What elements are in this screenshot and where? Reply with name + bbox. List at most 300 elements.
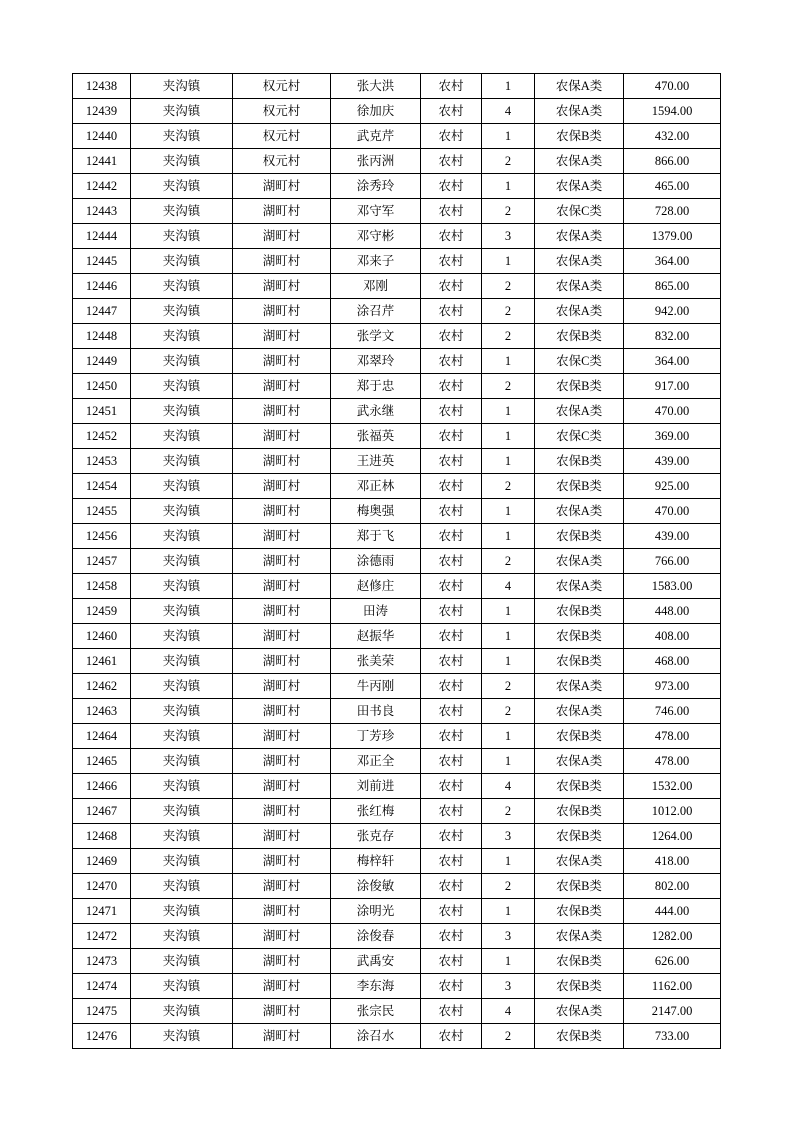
cell-count: 1 — [482, 749, 535, 774]
cell-name: 张丙洲 — [331, 149, 421, 174]
cell-village: 湖町村 — [233, 649, 331, 674]
cell-village: 湖町村 — [233, 624, 331, 649]
cell-amount: 369.00 — [624, 424, 721, 449]
cell-category: 农保B类 — [535, 649, 624, 674]
cell-category: 农保A类 — [535, 574, 624, 599]
cell-category: 农保B类 — [535, 774, 624, 799]
cell-amount: 925.00 — [624, 474, 721, 499]
cell-village: 湖町村 — [233, 249, 331, 274]
cell-amount: 408.00 — [624, 624, 721, 649]
cell-name: 李东海 — [331, 974, 421, 999]
cell-residence: 农村 — [421, 274, 482, 299]
cell-category: 农保B类 — [535, 374, 624, 399]
cell-town: 夹沟镇 — [131, 474, 233, 499]
cell-village: 湖町村 — [233, 749, 331, 774]
table-row — [73, 624, 721, 649]
cell-id: 12470 — [73, 874, 131, 899]
cell-id: 12473 — [73, 949, 131, 974]
cell-count: 1 — [482, 624, 535, 649]
cell-id: 12456 — [73, 524, 131, 549]
cell-amount: 626.00 — [624, 949, 721, 974]
cell-town: 夹沟镇 — [131, 524, 233, 549]
cell-category: 农保B类 — [535, 324, 624, 349]
cell-category: 农保B类 — [535, 874, 624, 899]
cell-town: 夹沟镇 — [131, 624, 233, 649]
cell-town: 夹沟镇 — [131, 1024, 233, 1049]
cell-name: 涂明光 — [331, 899, 421, 924]
cell-residence: 农村 — [421, 824, 482, 849]
cell-category: 农保A类 — [535, 849, 624, 874]
cell-id: 12468 — [73, 824, 131, 849]
cell-count: 2 — [482, 674, 535, 699]
table-row — [73, 849, 721, 874]
cell-category: 农保A类 — [535, 299, 624, 324]
table-row — [73, 824, 721, 849]
cell-category: 农保A类 — [535, 99, 624, 124]
cell-id: 12472 — [73, 924, 131, 949]
cell-category: 农保B类 — [535, 799, 624, 824]
table-row — [73, 649, 721, 674]
table-row — [73, 574, 721, 599]
cell-town: 夹沟镇 — [131, 849, 233, 874]
cell-residence: 农村 — [421, 299, 482, 324]
cell-name: 赵修庄 — [331, 574, 421, 599]
cell-count: 1 — [482, 649, 535, 674]
table-row — [73, 899, 721, 924]
cell-residence: 农村 — [421, 374, 482, 399]
table-row — [73, 399, 721, 424]
cell-id: 12459 — [73, 599, 131, 624]
cell-town: 夹沟镇 — [131, 974, 233, 999]
cell-id: 12438 — [73, 74, 131, 99]
cell-village: 湖町村 — [233, 474, 331, 499]
cell-id: 12454 — [73, 474, 131, 499]
cell-amount: 448.00 — [624, 599, 721, 624]
cell-category: 农保B类 — [535, 624, 624, 649]
table-row — [73, 674, 721, 699]
table-row — [73, 949, 721, 974]
cell-id: 12453 — [73, 449, 131, 474]
cell-village: 湖町村 — [233, 424, 331, 449]
cell-town: 夹沟镇 — [131, 549, 233, 574]
cell-town: 夹沟镇 — [131, 874, 233, 899]
cell-count: 2 — [482, 274, 535, 299]
cell-amount: 942.00 — [624, 299, 721, 324]
table-row — [73, 249, 721, 274]
cell-count: 2 — [482, 299, 535, 324]
cell-name: 邓来子 — [331, 249, 421, 274]
cell-town: 夹沟镇 — [131, 674, 233, 699]
cell-residence: 农村 — [421, 924, 482, 949]
cell-count: 2 — [482, 799, 535, 824]
cell-village: 湖町村 — [233, 699, 331, 724]
cell-category: 农保B类 — [535, 449, 624, 474]
cell-name: 田书良 — [331, 699, 421, 724]
cell-category: 农保B类 — [535, 974, 624, 999]
cell-amount: 973.00 — [624, 674, 721, 699]
cell-amount: 866.00 — [624, 149, 721, 174]
cell-amount: 766.00 — [624, 549, 721, 574]
cell-amount: 2147.00 — [624, 999, 721, 1024]
cell-town: 夹沟镇 — [131, 574, 233, 599]
cell-residence: 农村 — [421, 474, 482, 499]
cell-name: 张宗民 — [331, 999, 421, 1024]
cell-count: 3 — [482, 974, 535, 999]
cell-town: 夹沟镇 — [131, 399, 233, 424]
cell-name: 涂俊春 — [331, 924, 421, 949]
cell-name: 张红梅 — [331, 799, 421, 824]
cell-residence: 农村 — [421, 449, 482, 474]
table-row — [73, 774, 721, 799]
cell-town: 夹沟镇 — [131, 699, 233, 724]
cell-id: 12443 — [73, 199, 131, 224]
cell-category: 农保C类 — [535, 424, 624, 449]
cell-village: 湖町村 — [233, 574, 331, 599]
cell-name: 徐加庆 — [331, 99, 421, 124]
cell-category: 农保B类 — [535, 474, 624, 499]
cell-amount: 746.00 — [624, 699, 721, 724]
cell-town: 夹沟镇 — [131, 824, 233, 849]
cell-residence: 农村 — [421, 74, 482, 99]
cell-town: 夹沟镇 — [131, 224, 233, 249]
cell-category: 农保C类 — [535, 199, 624, 224]
cell-amount: 439.00 — [624, 449, 721, 474]
table-row — [73, 874, 721, 899]
table-row — [73, 1024, 721, 1049]
cell-amount: 1162.00 — [624, 974, 721, 999]
table-row — [73, 599, 721, 624]
cell-category: 农保A类 — [535, 174, 624, 199]
cell-village: 湖町村 — [233, 399, 331, 424]
cell-count: 1 — [482, 499, 535, 524]
cell-count: 3 — [482, 924, 535, 949]
cell-name: 刘前进 — [331, 774, 421, 799]
cell-id: 12469 — [73, 849, 131, 874]
table-row — [73, 199, 721, 224]
cell-amount: 478.00 — [624, 724, 721, 749]
cell-residence: 农村 — [421, 249, 482, 274]
cell-amount: 439.00 — [624, 524, 721, 549]
table-row — [73, 799, 721, 824]
cell-count: 1 — [482, 424, 535, 449]
cell-residence: 农村 — [421, 224, 482, 249]
records-table-body — [73, 74, 721, 1049]
cell-village: 湖町村 — [233, 724, 331, 749]
cell-amount: 444.00 — [624, 899, 721, 924]
cell-residence: 农村 — [421, 99, 482, 124]
cell-residence: 农村 — [421, 774, 482, 799]
cell-name: 邓守彬 — [331, 224, 421, 249]
cell-residence: 农村 — [421, 124, 482, 149]
cell-residence: 农村 — [421, 949, 482, 974]
table-row — [73, 349, 721, 374]
cell-amount: 1583.00 — [624, 574, 721, 599]
cell-count: 2 — [482, 374, 535, 399]
cell-count: 1 — [482, 724, 535, 749]
cell-name: 郑于忠 — [331, 374, 421, 399]
table-row — [73, 924, 721, 949]
cell-category: 农保A类 — [535, 74, 624, 99]
cell-id: 12444 — [73, 224, 131, 249]
cell-amount: 470.00 — [624, 499, 721, 524]
cell-town: 夹沟镇 — [131, 449, 233, 474]
cell-residence: 农村 — [421, 599, 482, 624]
cell-amount: 1532.00 — [624, 774, 721, 799]
table-row — [73, 699, 721, 724]
cell-amount: 468.00 — [624, 649, 721, 674]
cell-id: 12471 — [73, 899, 131, 924]
table-row — [73, 149, 721, 174]
cell-id: 12465 — [73, 749, 131, 774]
cell-town: 夹沟镇 — [131, 724, 233, 749]
cell-name: 张学文 — [331, 324, 421, 349]
cell-town: 夹沟镇 — [131, 149, 233, 174]
cell-name: 涂俊敏 — [331, 874, 421, 899]
table-row — [73, 499, 721, 524]
cell-category: 农保B类 — [535, 824, 624, 849]
cell-id: 12450 — [73, 374, 131, 399]
cell-town: 夹沟镇 — [131, 324, 233, 349]
cell-residence: 农村 — [421, 349, 482, 374]
cell-town: 夹沟镇 — [131, 124, 233, 149]
cell-count: 1 — [482, 449, 535, 474]
cell-category: 农保B类 — [535, 899, 624, 924]
cell-category: 农保A类 — [535, 249, 624, 274]
cell-count: 2 — [482, 199, 535, 224]
cell-residence: 农村 — [421, 549, 482, 574]
cell-residence: 农村 — [421, 499, 482, 524]
cell-amount: 364.00 — [624, 349, 721, 374]
cell-name: 武禹安 — [331, 949, 421, 974]
cell-name: 张大洪 — [331, 74, 421, 99]
cell-village: 湖町村 — [233, 924, 331, 949]
table-row — [73, 174, 721, 199]
cell-residence: 农村 — [421, 1024, 482, 1049]
cell-category: 农保A类 — [535, 549, 624, 574]
cell-village: 权元村 — [233, 149, 331, 174]
cell-count: 1 — [482, 349, 535, 374]
cell-name: 涂召芹 — [331, 299, 421, 324]
cell-village: 湖町村 — [233, 974, 331, 999]
cell-residence: 农村 — [421, 849, 482, 874]
cell-count: 1 — [482, 174, 535, 199]
records-table — [72, 73, 721, 1049]
cell-village: 湖町村 — [233, 949, 331, 974]
cell-residence: 农村 — [421, 749, 482, 774]
cell-name: 张福英 — [331, 424, 421, 449]
cell-id: 12466 — [73, 774, 131, 799]
cell-count: 2 — [482, 699, 535, 724]
cell-id: 12455 — [73, 499, 131, 524]
cell-id: 12460 — [73, 624, 131, 649]
cell-village: 湖町村 — [233, 349, 331, 374]
cell-amount: 1282.00 — [624, 924, 721, 949]
cell-amount: 418.00 — [624, 849, 721, 874]
cell-category: 农保A类 — [535, 274, 624, 299]
cell-residence: 农村 — [421, 974, 482, 999]
cell-amount: 1012.00 — [624, 799, 721, 824]
cell-residence: 农村 — [421, 874, 482, 899]
cell-category: 农保A类 — [535, 699, 624, 724]
cell-residence: 农村 — [421, 424, 482, 449]
cell-village: 湖町村 — [233, 999, 331, 1024]
cell-count: 1 — [482, 899, 535, 924]
cell-count: 3 — [482, 224, 535, 249]
cell-town: 夹沟镇 — [131, 799, 233, 824]
cell-count: 4 — [482, 999, 535, 1024]
cell-count: 1 — [482, 524, 535, 549]
table-row — [73, 299, 721, 324]
cell-category: 农保A类 — [535, 924, 624, 949]
cell-count: 2 — [482, 549, 535, 574]
cell-id: 12463 — [73, 699, 131, 724]
cell-name: 涂德雨 — [331, 549, 421, 574]
cell-amount: 832.00 — [624, 324, 721, 349]
table-row — [73, 724, 721, 749]
cell-amount: 1264.00 — [624, 824, 721, 849]
cell-amount: 728.00 — [624, 199, 721, 224]
table-row — [73, 549, 721, 574]
cell-count: 2 — [482, 324, 535, 349]
cell-amount: 1379.00 — [624, 224, 721, 249]
cell-town: 夹沟镇 — [131, 99, 233, 124]
cell-town: 夹沟镇 — [131, 249, 233, 274]
cell-town: 夹沟镇 — [131, 924, 233, 949]
cell-village: 湖町村 — [233, 324, 331, 349]
cell-amount: 802.00 — [624, 874, 721, 899]
cell-count: 2 — [482, 474, 535, 499]
cell-residence: 农村 — [421, 899, 482, 924]
cell-town: 夹沟镇 — [131, 649, 233, 674]
cell-town: 夹沟镇 — [131, 424, 233, 449]
cell-residence: 农村 — [421, 999, 482, 1024]
cell-id: 12441 — [73, 149, 131, 174]
cell-count: 4 — [482, 774, 535, 799]
cell-category: 农保A类 — [535, 674, 624, 699]
cell-count: 2 — [482, 1024, 535, 1049]
cell-town: 夹沟镇 — [131, 949, 233, 974]
cell-category: 农保A类 — [535, 499, 624, 524]
cell-category: 农保A类 — [535, 749, 624, 774]
cell-name: 涂召水 — [331, 1024, 421, 1049]
cell-amount: 364.00 — [624, 249, 721, 274]
cell-village: 湖町村 — [233, 224, 331, 249]
cell-residence: 农村 — [421, 724, 482, 749]
cell-residence: 农村 — [421, 324, 482, 349]
cell-count: 1 — [482, 949, 535, 974]
cell-category: 农保A类 — [535, 999, 624, 1024]
cell-amount: 865.00 — [624, 274, 721, 299]
cell-category: 农保A类 — [535, 224, 624, 249]
table-row — [73, 749, 721, 774]
table-row — [73, 974, 721, 999]
cell-name: 牛丙刚 — [331, 674, 421, 699]
cell-id: 12446 — [73, 274, 131, 299]
cell-id: 12448 — [73, 324, 131, 349]
cell-residence: 农村 — [421, 199, 482, 224]
cell-name: 武永继 — [331, 399, 421, 424]
cell-town: 夹沟镇 — [131, 274, 233, 299]
cell-name: 张美荣 — [331, 649, 421, 674]
cell-category: 农保B类 — [535, 124, 624, 149]
cell-village: 湖町村 — [233, 299, 331, 324]
cell-residence: 农村 — [421, 399, 482, 424]
cell-town: 夹沟镇 — [131, 774, 233, 799]
cell-amount: 917.00 — [624, 374, 721, 399]
cell-amount: 478.00 — [624, 749, 721, 774]
cell-town: 夹沟镇 — [131, 299, 233, 324]
cell-village: 湖町村 — [233, 524, 331, 549]
cell-name: 赵振华 — [331, 624, 421, 649]
cell-village: 湖町村 — [233, 449, 331, 474]
cell-amount: 465.00 — [624, 174, 721, 199]
cell-id: 12467 — [73, 799, 131, 824]
cell-count: 1 — [482, 124, 535, 149]
cell-category: 农保B类 — [535, 599, 624, 624]
cell-residence: 农村 — [421, 574, 482, 599]
cell-residence: 农村 — [421, 524, 482, 549]
cell-name: 丁芳珍 — [331, 724, 421, 749]
cell-name: 邓正全 — [331, 749, 421, 774]
cell-name: 邓守军 — [331, 199, 421, 224]
cell-village: 湖町村 — [233, 274, 331, 299]
cell-category: 农保A类 — [535, 399, 624, 424]
cell-count: 3 — [482, 824, 535, 849]
cell-town: 夹沟镇 — [131, 599, 233, 624]
cell-village: 湖町村 — [233, 799, 331, 824]
table-row — [73, 274, 721, 299]
cell-name: 田涛 — [331, 599, 421, 624]
cell-residence: 农村 — [421, 624, 482, 649]
cell-amount: 470.00 — [624, 399, 721, 424]
cell-count: 2 — [482, 149, 535, 174]
cell-town: 夹沟镇 — [131, 174, 233, 199]
cell-count: 4 — [482, 574, 535, 599]
cell-village: 湖町村 — [233, 599, 331, 624]
table-row — [73, 324, 721, 349]
cell-id: 12447 — [73, 299, 131, 324]
cell-residence: 农村 — [421, 149, 482, 174]
cell-count: 4 — [482, 99, 535, 124]
table-row — [73, 474, 721, 499]
table-row — [73, 374, 721, 399]
cell-id: 12464 — [73, 724, 131, 749]
cell-count: 1 — [482, 849, 535, 874]
cell-category: 农保C类 — [535, 349, 624, 374]
cell-residence: 农村 — [421, 649, 482, 674]
cell-town: 夹沟镇 — [131, 899, 233, 924]
table-row — [73, 524, 721, 549]
cell-id: 12451 — [73, 399, 131, 424]
cell-name: 邓正林 — [331, 474, 421, 499]
cell-name: 涂秀玲 — [331, 174, 421, 199]
cell-residence: 农村 — [421, 674, 482, 699]
cell-village: 湖町村 — [233, 874, 331, 899]
cell-category: 农保B类 — [535, 1024, 624, 1049]
cell-village: 湖町村 — [233, 499, 331, 524]
cell-category: 农保A类 — [535, 149, 624, 174]
cell-count: 1 — [482, 249, 535, 274]
table-row — [73, 449, 721, 474]
cell-village: 湖町村 — [233, 374, 331, 399]
cell-village: 湖町村 — [233, 774, 331, 799]
cell-town: 夹沟镇 — [131, 999, 233, 1024]
cell-name: 郑于飞 — [331, 524, 421, 549]
cell-count: 1 — [482, 599, 535, 624]
cell-town: 夹沟镇 — [131, 349, 233, 374]
cell-town: 夹沟镇 — [131, 374, 233, 399]
cell-village: 湖町村 — [233, 1024, 331, 1049]
